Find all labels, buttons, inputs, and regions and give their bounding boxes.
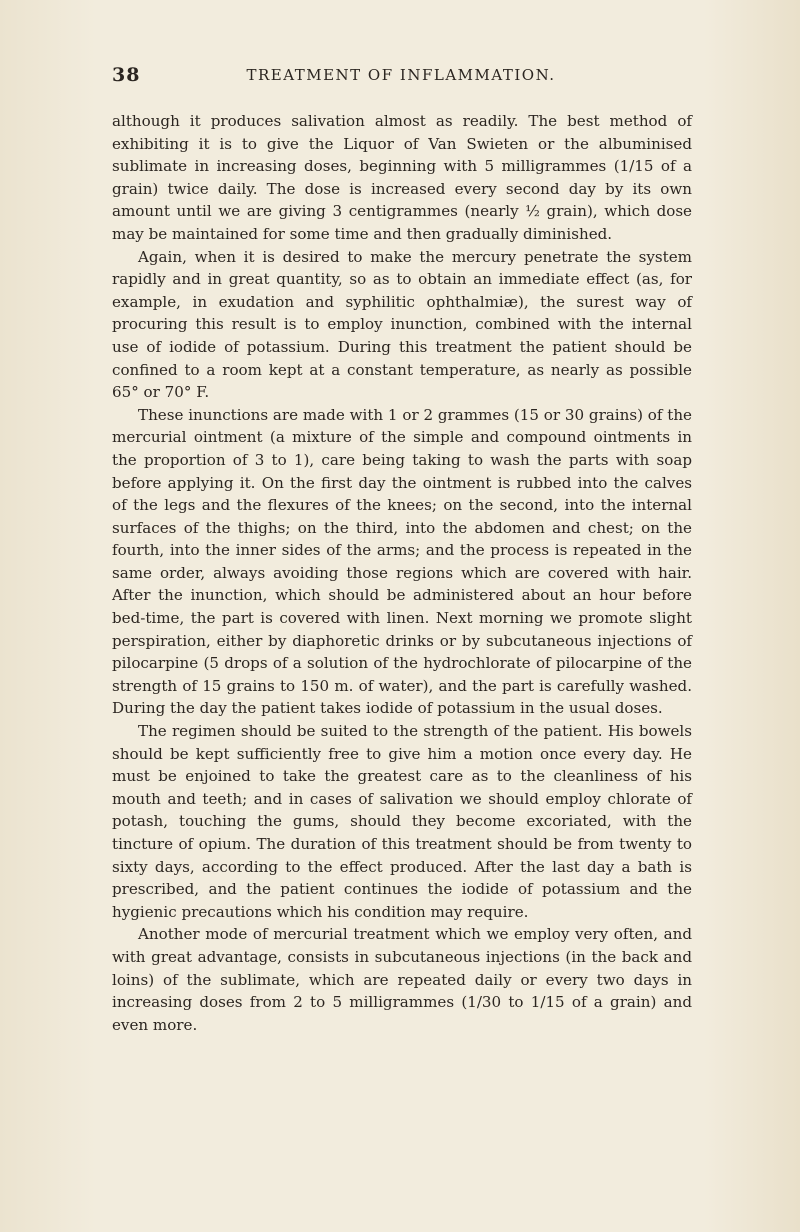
body-text [112, 110, 692, 1036]
page-number: 38 [112, 64, 141, 86]
paragraph: although it produces salivation almost as readily. The best method of exhibiting it is to give the Liquor of Van Swieten or the albuminised sublimate in increasing doses, beginning with 5 milligrammes (1/15 of a grain) twice daily. The dose is increased every second day by its own amount until we are giving 3 centigrammes (nearly ½ grain), which dose may be maintained for some time and then gradually diminished. [112, 112, 692, 243]
running-title: TREATMENT OF INFLAMMATION. [246, 66, 556, 84]
paragraph: Again, when it is desired to make the mercury penetrate the system rapidly and in great quantity, so as to obtain an immediate effect (as, for example, in exudation and syphilitic ophthalmiæ), the surest way of procuring this result is to employ inunction, combined with the internal use of iodide of potassium. During this treatment the patient should be confined to a room kept at a constant temperature, as nearly as possible 65° or 70° F. [112, 247, 692, 402]
paragraph: These inunctions are made with 1 or 2 grammes (15 or 30 grains) of the mercurial ointment (a mixture of the simple and compound ointments in the proportion of 3 to 1), care being taking to wash the parts with soap before applying it. On the first day the ointment is rubbed into the calves of the legs and the flexures of the knees; on the second, into the internal surfaces of the thighs; on the third, into the abdomen and chest; on the fourth, into the inner sides of the arms; and the process is repeated in the same order, always avoiding those regions which are covered with hair. After the inunction, which should be administered about an hour before bed-time, the part is covered with linen. Next morning we promote slight perspiration, either by diaphoretic drinks or by subcutaneous injections of pilocarpine (5 drops of a solution of the hydrochlorate of pilocarpine of the strength of 15 grains to 150 m. of water), and the part is carefully washed. During the day the patient takes iodide of potassium in the usual doses. [112, 405, 692, 718]
page-header [112, 64, 690, 90]
paragraph: The regimen should be suited to the strength of the patient. His bowels should be kept sufficiently free to give him a motion once every day. He must be enjoined to take the greatest care as to the cleanliness of his mouth and teeth; and in cases of salivation we should employ chlorate of potash, touching the gums, should they become excoriated, with the tincture of opium. The duration of this treatment should be from twenty to sixty days, according to the effect produced. After the last day a bath is prescribed, and the patient continues the iodide of potassium and the hygienic precautions which his condition may require. [112, 722, 692, 921]
paragraph: Another mode of mercurial treatment which we employ very often, and with great advantage, consists in subcutaneous injections (in the back and loins) of the sublimate, which are repeated daily or every two days in increasing doses from 2 to 5 milligrammes (1/30 to 1/15 of a grain) and even more. [112, 925, 692, 1034]
